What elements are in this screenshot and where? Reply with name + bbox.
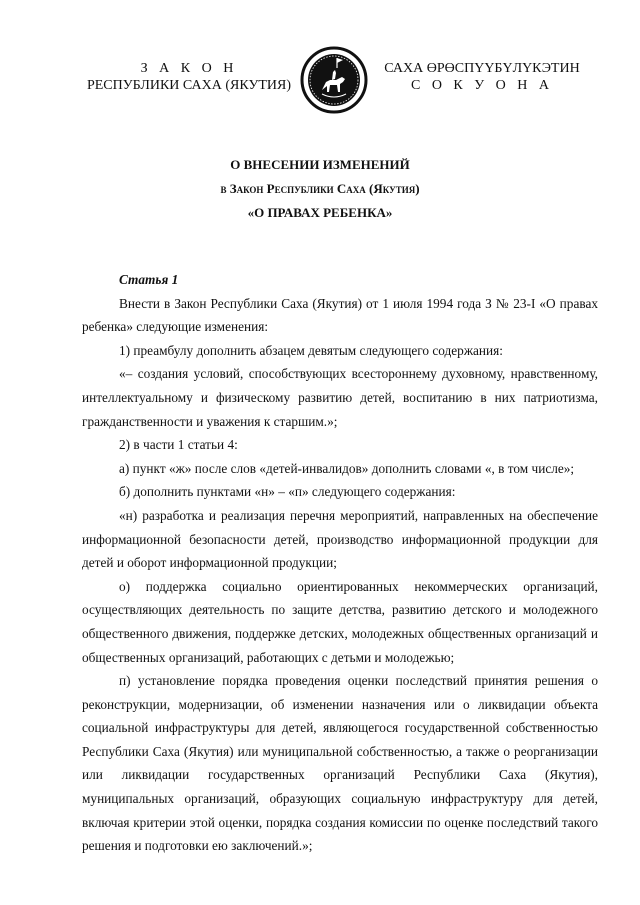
- paragraph: «н) разработка и реализация перечня мероприятий, направленных на обеспечение информационной безопасности детей, производство информационной продукции для детей и оборот информационной продукции;: [82, 507, 598, 571]
- title-line3: «О ПРАВАХ РЕБЕНКА»: [247, 205, 393, 220]
- paragraph: б) дополнить пунктами «н» – «п» следующего содержания:: [119, 484, 456, 500]
- paragraph: п) установление порядка проведения оценки последствий принятия решения о реконструкции, модернизации, об изменении назначения или о ликвидации объекта социальной инфраструктуры для детей, являющегося государственной собственностью Республики Саха (Якутия) или муниципальной собственностью, а также о реорганизации или ликвидации государственных организаций Республики Саха (Якутия), муниципальных организаций, образующих социальную инфраструктуру для детей, включая критерии этой оценки, порядка создания комиссии по оценке последствий такого решения и подготовки ею заключений.»;: [82, 673, 598, 854]
- paragraph: а) пункт «ж» после слов «детей-инвалидов» дополнить словами «, в том числе»;: [119, 460, 575, 476]
- title-line1: О ВНЕСЕНИИ ИЗМЕНЕНИЙ: [230, 157, 410, 172]
- header-right-line2: С О К У О Н А: [410, 78, 554, 93]
- paragraph: 1) преамбулу дополнить абзацем девятым следующего содержания:: [119, 342, 503, 358]
- title-line2: в Закон Республики Саха (Якутия): [220, 181, 420, 196]
- paragraph: о) поддержка социально ориентированных некоммерческих организаций, осуществляющих деятельность по защите детства, развитию детского и молодежного общественного движения, поддержке детских, молодежных общественных организаций и общественных организаций, работающих с детьми и молодежью;: [82, 578, 598, 665]
- paragraph: «– создания условий, способствующих всестороннему духовному, нравственному, интеллектуальному и физическому развитию детей, воспитанию в них патриотизма, гражданственности и уважения к старшим.»;: [82, 366, 598, 429]
- article-heading: Статья 1: [119, 272, 179, 287]
- paragraph: Внести в Закон Республики Саха (Якутия) от 1 июля 1994 года З № 23-I «О правах ребенка» следующие изменения:: [82, 295, 598, 335]
- header-right-line1: САХА ӨРӨСПҮҮБҮЛҮКЭТИН: [384, 61, 580, 76]
- header-left-line1: З А К О Н: [140, 61, 238, 76]
- article-body: [82, 268, 598, 858]
- paragraph: 2) в части 1 статьи 4:: [119, 437, 238, 453]
- header-yakut: [368, 60, 596, 94]
- sakha-coat-of-arms-icon: [300, 46, 368, 114]
- header-russian: [74, 60, 304, 94]
- header-left-line2: РЕСПУБЛИКИ САХА (ЯКУТИЯ): [86, 78, 292, 93]
